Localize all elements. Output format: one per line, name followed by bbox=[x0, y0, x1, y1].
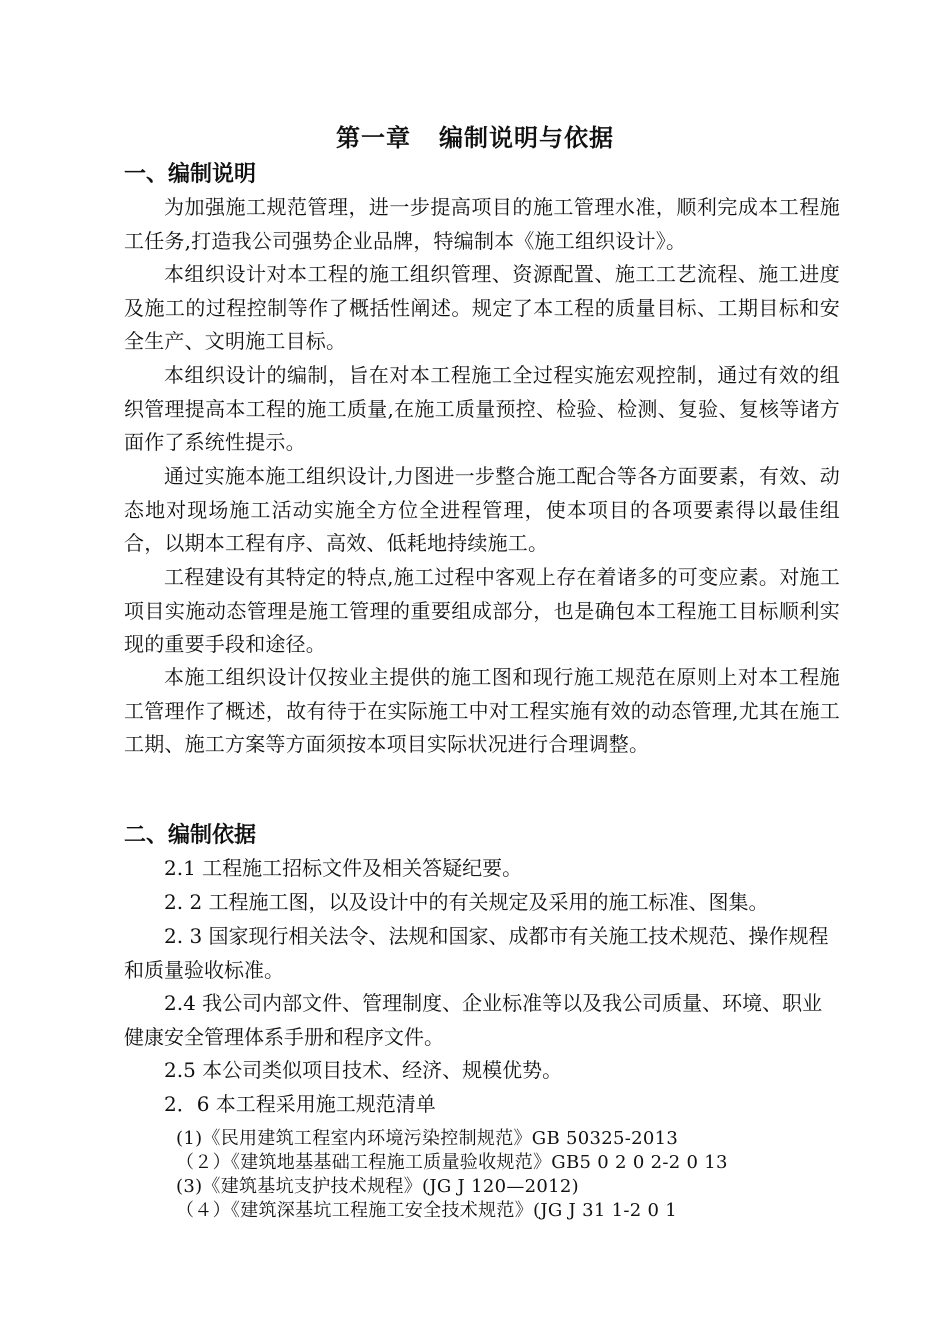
basis-item: 2．6 本工程采用施工规范清单 bbox=[164, 1092, 436, 1116]
paragraph: 本组织设计对本工程的施工组织管理、资源配置、施工工艺流程、施工进度及施工的过程控制等作了概括性阐述。规定了本工程的质量目标、工期目标和安全生产、文明施工目标。 bbox=[124, 262, 840, 353]
chapter-name: 编制说明与依据 bbox=[439, 124, 614, 152]
chapter-number: 第一章 bbox=[336, 124, 411, 152]
paragraph: 通过实施本施工组织设计,力图进一步整合施工配合等各方面要素，有效、动态地对现场施工活动实施全方位全进程管理，使本项目的各项要素得以最佳组合，以期本工程有序、高效、低耗地持续施工。 bbox=[124, 464, 840, 555]
basis-item: 2.5 本公司类似项目技术、经济、规模优势。 bbox=[164, 1058, 563, 1082]
chapter-title bbox=[0, 118, 950, 153]
standard-item: （４）《建筑深基坑工程施工安全技术规范》(JG J 31 1-2 0 1 bbox=[176, 1200, 678, 1221]
paragraph: 为加强施工规范管理，进一步提高项目的施工管理水准，顺利完成本工程施工任务,打造我公司强势企业品牌，特编制本《施工组织设计》。 bbox=[124, 195, 840, 253]
paragraph: 工程建设有其特定的特点,施工过程中客观上存在着诸多的可变应素。对施工项目实施动态管理是施工管理的重要组成部分，也是确包本工程施工目标顺利实现的重要手段和途径。 bbox=[124, 565, 840, 656]
paragraph: 本施工组织设计仅按业主提供的施工图和现行施工规范在原则上对本工程施工管理作了概述，故有待于在实际施工中对工程实施有效的动态管理,尤其在施工工期、施工方案等方面须按本项目实际状况进行合理调整。 bbox=[124, 665, 840, 756]
section-heading-basis: 二、编制依据 bbox=[124, 823, 257, 848]
section-heading-explanation: 一、编制说明 bbox=[124, 162, 257, 187]
basis-item: 2. 3 国家现行相关法令、法规和国家、成都市有关施工技术规范、操作规程和质量验收标准。 bbox=[124, 924, 829, 982]
paragraph: 本组织设计的编制，旨在对本工程施工全过程实施宏观控制，通过有效的组织管理提高本工程的施工质量,在施工质量预控、检验、检测、复验、复核等诸方面作了系统性提示。 bbox=[124, 363, 840, 454]
standard-item: (1)《民用建筑工程室内环境污染控制规范》GB 50325-2013 bbox=[176, 1128, 679, 1149]
standard-item: （２）《建筑地基基础工程施工质量验收规范》GB5 0 2 0 2-2 0 13 bbox=[176, 1152, 728, 1173]
basis-item: 2.1 工程施工招标文件及相关答疑纪要。 bbox=[164, 856, 523, 880]
basis-item: 2.4 我公司内部文件、管理制度、企业标准等以及我公司质量、环境、职业健康安全管理体系手册和程序文件。 bbox=[124, 991, 823, 1049]
basis-item: 2. 2 工程施工图，以及设计中的有关规定及采用的施工标准、图集。 bbox=[164, 890, 769, 914]
standard-item: (3)《建筑基坑支护技术规程》(JG J 120—2012) bbox=[176, 1176, 579, 1197]
